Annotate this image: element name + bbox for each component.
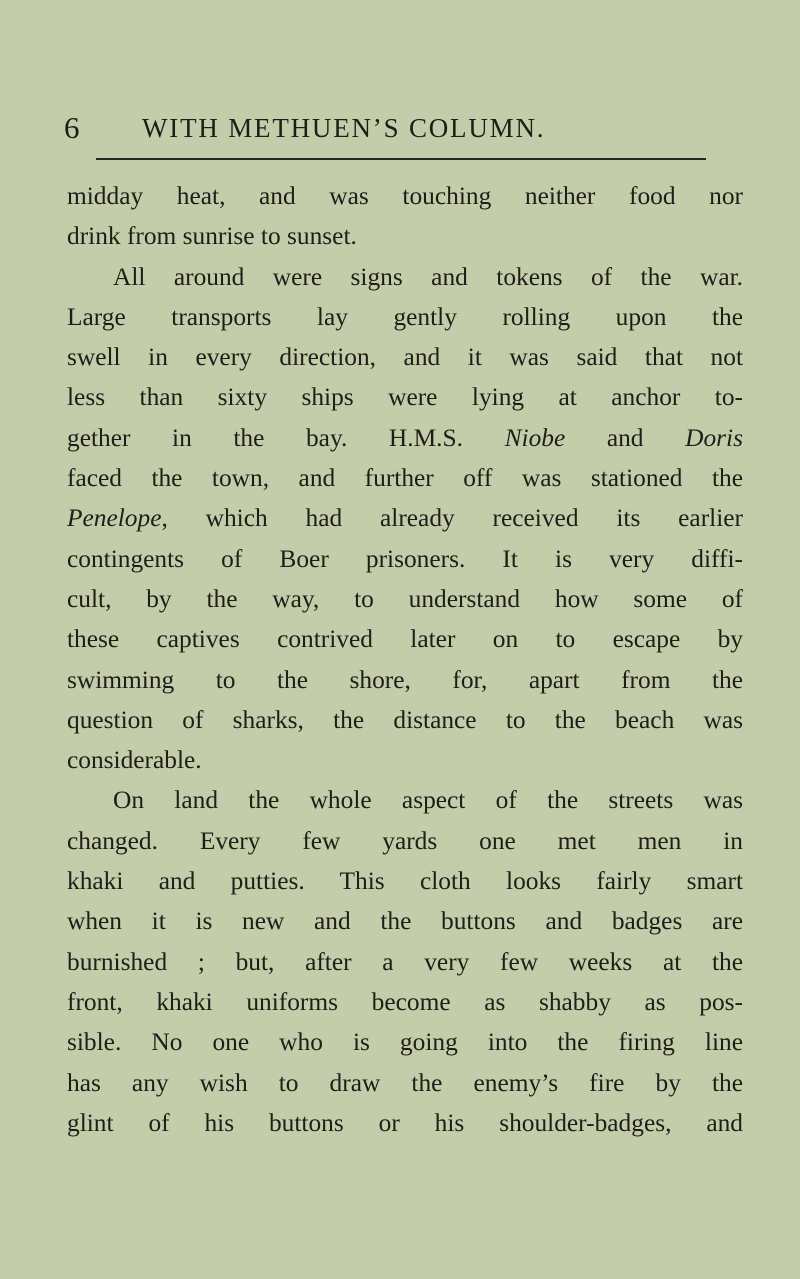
ship-name-niobe: Niobe [504,423,566,452]
text-line: less than sixty ships were lying at anchor to- [67,383,743,412]
text-line: contingents of Boer prisoners. It is very diffi- [67,544,743,573]
text-line: swimming to the shore, for, apart from the [67,665,743,694]
text-line: On land the whole aspect of the streets was [113,786,743,815]
text-line: Large transports lay gently rolling upon the [67,302,743,331]
text-line: has any wish to draw the enemy’s fire by the [67,1068,743,1097]
text-segment: , which had already received its earlier [161,504,743,533]
ship-name-doris: Doris [685,423,743,452]
text-line: cult, by the way, to understand how some of [67,584,743,613]
text-line [67,498,743,538]
text-line: sible. No one who is going into the firing line [67,1028,743,1057]
ship-name-penelope: Penelope [67,504,162,533]
text-segment: and [606,423,644,452]
page-number: 6 [64,110,80,145]
text-line: glint of his buttons or his shoulder-badges, and [67,1108,743,1137]
page-header [0,108,800,148]
text-line: khaki and putties. This cloth looks fairly smart [67,867,743,896]
text-line: faced the town, and further off was stationed the [67,464,743,493]
text-line: swell in every direction, and it was said that not [67,343,743,372]
text-line: burnished ; but, after a very few weeks at the [67,947,743,976]
body-text [67,176,743,1143]
text-line: when it is new and the buttons and badges are [67,907,743,936]
text-line: these captives contrived later on to escape by [67,625,743,654]
text-line: All around were signs and tokens of the war. [113,262,743,291]
text-line: front, khaki uniforms become as shabby as pos- [67,987,743,1016]
text-line: question of sharks, the distance to the beach was [67,705,743,734]
text-line: drink from sunrise to sunset. [67,222,357,251]
text-line: changed. Every few yards one met men in [67,826,743,855]
text-line: midday heat, and was touching neither food nor [67,182,743,210]
text-line: considerable. [67,746,202,775]
running-title: WITH METHUEN’S COLUMN. [142,113,546,143]
header-rule [96,158,706,160]
text-line [67,418,743,458]
text-segment: gether in the bay. H.M.S. [67,423,463,452]
